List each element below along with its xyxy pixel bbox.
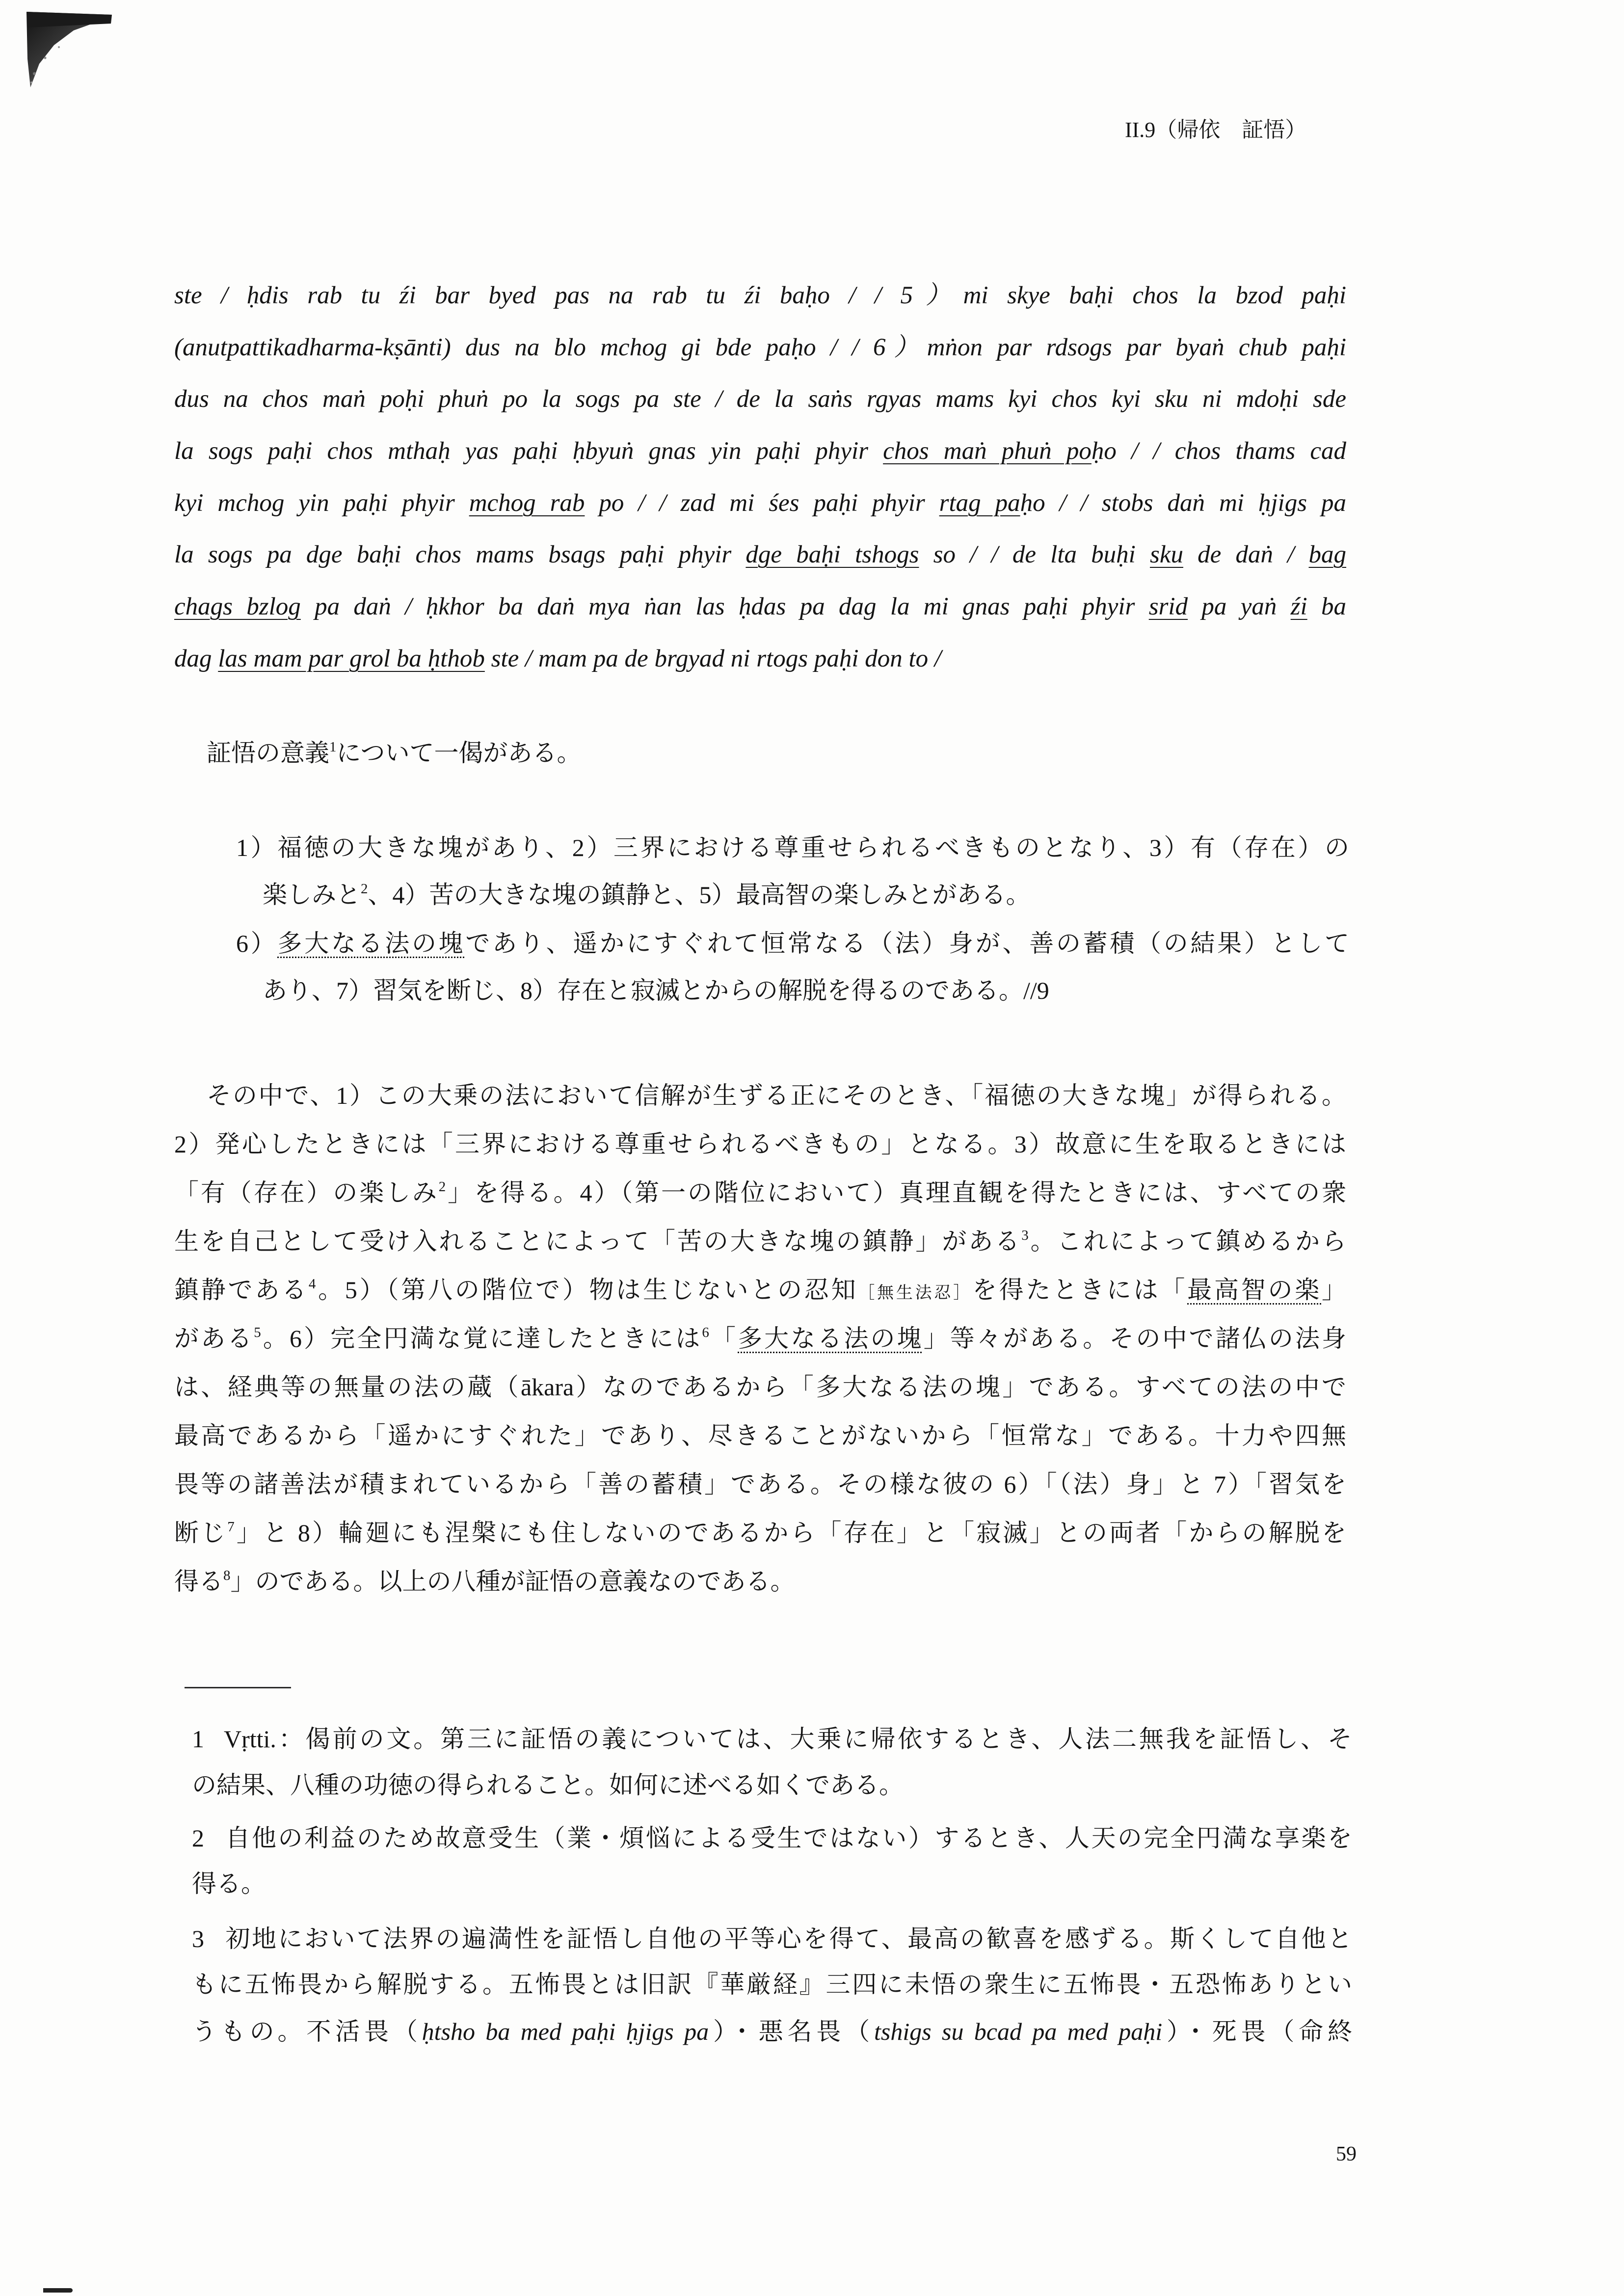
- footnote-text: ）・悪名畏（: [709, 2018, 874, 2045]
- commentary-text: 」のである。以上の八種が証悟の意義なのである。: [230, 1568, 795, 1595]
- footnote-line: [192, 1724, 1352, 1754]
- scan-edge-mark: [43, 2288, 73, 2293]
- tibetan-text: la sogs pa dge baḥi chos mams bsags paḥi phyir: [174, 541, 746, 568]
- tibetan-line: [174, 488, 1346, 518]
- commentary-text: 最高であるから「遥かにすぐれた」であり、尽きることがないから「恒常な」である。十力や四無: [174, 1422, 1346, 1449]
- footnote-text: ）・死畏（命終: [1162, 2018, 1353, 2045]
- scan-corner-shadow: [0, 0, 128, 98]
- commentary-line: [174, 1518, 1346, 1548]
- footnote-number: 3: [192, 1925, 204, 1952]
- verse-line: [236, 832, 1349, 863]
- footnote-separator: [185, 1687, 291, 1688]
- tibetan-text: ḥo / / stobs daṅ mi ḥjigs pa: [1020, 489, 1346, 517]
- commentary-text: 」と 8）輪廻にも涅槃にも住しないのであるから「存在」と「寂滅」との両者「からの解脱を: [234, 1519, 1347, 1547]
- tibetan-text: de daṅ /: [1183, 541, 1309, 568]
- commentary-text: 」等々がある。その中で諸仏の法身: [923, 1325, 1347, 1352]
- underlined-term: chags bzlog: [174, 593, 301, 620]
- commentary-text: 。5）（第八の階位で）物は生じないとの忍知: [316, 1276, 858, 1304]
- commentary-line: [174, 1566, 1346, 1597]
- underlined-term: źi: [1290, 593, 1307, 620]
- tibetan-text: dag: [174, 645, 218, 672]
- underlined-term: dge baḥi tshogs: [745, 541, 919, 568]
- footnote-number: 2: [192, 1824, 204, 1852]
- commentary-text: その中で、1）この大乗の法において信解が生ずる正にそのとき、「福徳の大きな塊」が得られる。: [207, 1082, 1346, 1109]
- commentary-text: 得る: [174, 1568, 223, 1595]
- footnote-ref: 1: [329, 739, 337, 755]
- footnote-text: 初地において法界の遍満性を証悟し自他の平等心を得て、最高の歓喜を感ずる。斯くして自他と: [224, 1925, 1352, 1952]
- intro-text: 証悟の意義: [207, 739, 329, 767]
- footnote-ref: 8: [223, 1568, 231, 1583]
- commentary-text: は、経典等の無量の法の蔵（ākara）なのであるから「多大なる法の塊」である。すべての法の中で: [174, 1373, 1346, 1401]
- tibetan-text: kyi mchog yin paḥi phyir: [174, 489, 469, 517]
- tibetan-text: po / / zad mi śes paḥi phyir: [585, 489, 939, 517]
- commentary-text: 「: [709, 1325, 738, 1352]
- tibetan-text: pa yaṅ: [1188, 593, 1291, 620]
- commentary-text: 畏等の諸善法が積まれているから「善の蓄積」である。その様な彼の 6）「（法）身」と 7）「習気を: [174, 1470, 1346, 1498]
- verse-line: [236, 928, 1349, 959]
- commentary-text: 」: [1322, 1276, 1347, 1304]
- verse-text: 楽しみと: [263, 881, 361, 908]
- footnote-text: 自他の利益のため故意受生（業・煩悩による受生ではない）するとき、人天の完全円満な享楽を: [224, 1824, 1352, 1852]
- commentary-line: [174, 1129, 1346, 1159]
- underlined-term: sku: [1150, 541, 1183, 568]
- dotted-underlined-term: 最高智の楽: [1187, 1276, 1322, 1304]
- footnote-line: [192, 2016, 1352, 2047]
- dotted-underlined-term: 多大なる法の塊: [277, 930, 466, 957]
- footnote-ref: 6: [702, 1325, 709, 1340]
- footnote-number: 1: [192, 1725, 204, 1753]
- underlined-term: mchog rab: [469, 489, 585, 517]
- intro-line: [207, 738, 1346, 768]
- commentary-text: 2）発心したときには「三界における尊重せられるべきもの」となる。3）故意に生を取るときには: [174, 1130, 1346, 1158]
- underlined-term: srid: [1148, 593, 1188, 620]
- commentary-line: [174, 1372, 1346, 1402]
- tibetan-text: ḥo / / chos thams cad: [1091, 437, 1346, 465]
- footnote-text: の結果、八種の功徳の得られること。如何に述べる如くである。: [192, 1771, 904, 1799]
- commentary-line: [174, 1420, 1346, 1451]
- commentary-line: [174, 1226, 1346, 1256]
- tibetan-line: [174, 643, 1346, 674]
- tibetan-line: [174, 591, 1346, 622]
- footnote-ref: 2: [361, 881, 368, 897]
- commentary-line: [174, 1323, 1346, 1354]
- commentary-line: [174, 1275, 1346, 1305]
- tibetan-text: ba: [1307, 593, 1347, 620]
- commentary-text: 断じ: [174, 1519, 228, 1547]
- tibetan-text: so / / de lta buḥi: [919, 541, 1150, 568]
- underlined-term: bag: [1308, 541, 1347, 568]
- commentary-text: 。6）完全円満な覚に達したときには: [261, 1325, 702, 1352]
- commentary-text: 生を自己として受け入れることによって「苦の大きな塊の鎮静」がある: [174, 1228, 1022, 1255]
- verse-text: 、4）苦の大きな塊の鎮静と、5）最高智の楽しみとがある。: [368, 881, 1031, 908]
- commentary-line: [174, 1177, 1346, 1208]
- footnote-text: 得る。: [192, 1870, 266, 1897]
- footnote-text: うもの。不活畏（: [192, 2018, 422, 2045]
- tibetan-term: tshigs su bcad pa med paḥi: [874, 2018, 1163, 2045]
- footnote-ref: 5: [254, 1325, 261, 1340]
- tibetan-line: [174, 280, 1346, 311]
- verse-line: [263, 975, 1349, 1006]
- commentary-text: 。これによって鎮めるから: [1028, 1228, 1347, 1255]
- commentary-text: を得たときには「: [972, 1276, 1188, 1304]
- footnote-ref: 3: [1021, 1228, 1029, 1243]
- underlined-term: rtag pa: [939, 489, 1020, 517]
- tibetan-line: [174, 436, 1346, 466]
- tibetan-text: la sogs paḥi chos mthaḥ yas paḥi ḥbyuṅ gnas yin paḥi phyir: [174, 437, 883, 465]
- footnote-text: もに五怖畏から解脱する。五怖畏とは旧訳『華厳経』三四に未悟の衆生に五怖畏・五恐怖ありとい: [192, 1971, 1352, 1998]
- footnote-line: [192, 1969, 1352, 2000]
- commentary-text: 鎮静である: [174, 1276, 309, 1304]
- commentary-line: [174, 1469, 1346, 1499]
- footnote-ref: 2: [438, 1179, 446, 1195]
- footnote-ref: 4: [308, 1276, 316, 1292]
- commentary-text: 「有（存在）の楽しみ: [174, 1179, 439, 1206]
- verse-text: 6）: [236, 930, 278, 957]
- verse-text: あり、7）習気を断じ、8）存在と寂滅とからの解脱を得るのである。//9: [263, 977, 1049, 1004]
- sanskrit-gloss: ［無生法忍］: [858, 1284, 972, 1302]
- underlined-term: chos maṅ phuṅ po: [883, 437, 1092, 465]
- tibetan-text: pa daṅ / ḥkhor ba daṅ mya ṅan las ḥdas pa dag la mi gnas paḥi phyir: [300, 593, 1149, 620]
- tibetan-line: [174, 384, 1346, 414]
- tibetan-text: ste / mam pa de brgyad ni rtogs paḥi don to /: [484, 645, 942, 672]
- dotted-underlined-term: 多大なる法の塊: [738, 1325, 924, 1352]
- commentary-text: がある: [174, 1325, 254, 1352]
- footnote-line: [192, 1823, 1352, 1853]
- tibetan-text: (anutpattikadharma-kṣānti) dus na blo mchog gi bde paḥo / / 6）mṅon par rdsogs par byaṅ chub paḥi: [174, 334, 1346, 361]
- footnote-line: [192, 1770, 1352, 1800]
- footnote-text: Vṛtti.：偈前の文。第三に証悟の義については、大乗に帰依するとき、人法二無我を証悟し、そ: [224, 1725, 1352, 1753]
- tibetan-text: dus na chos maṅ poḥi phuṅ po la sogs pa ste / de la saṅs rgyas mams kyi chos kyi sku ni mdoḥi sde: [174, 385, 1346, 413]
- commentary-line: [207, 1080, 1346, 1111]
- footnote-line: [192, 1923, 1352, 1954]
- tibetan-line: [174, 332, 1346, 363]
- tibetan-line: [174, 539, 1346, 570]
- verse-line: [263, 880, 1349, 910]
- commentary-text: 」を得る。4）（第一の階位において）真理直観を得たときには、すべての衆: [446, 1179, 1347, 1206]
- running-header: II.9（帰依 証悟）: [1125, 118, 1307, 142]
- verse-text: 1）福徳の大きな塊があり、2）三界における尊重せられるべきものとなり、3）有（存在）の: [236, 834, 1349, 861]
- footnote-ref: 7: [227, 1519, 235, 1535]
- intro-text: について一偈がある。: [336, 739, 582, 767]
- tibetan-text: ste / ḥdis rab tu źi bar byed pas na rab tu źi baḥo / / 5）mi skye baḥi chos la bzod paḥi: [174, 282, 1346, 309]
- tibetan-term: ḥtsho ba med paḥi ḥjigs pa: [422, 2018, 709, 2045]
- verse-text: であり、遥かにすぐれて恒常なる（法）身が、善の蓄積（の結果）として: [465, 930, 1350, 957]
- page-number: 59: [1336, 2143, 1357, 2165]
- underlined-term: las mam par grol ba ḥthob: [218, 645, 485, 672]
- footnote-line: [192, 1869, 1352, 1899]
